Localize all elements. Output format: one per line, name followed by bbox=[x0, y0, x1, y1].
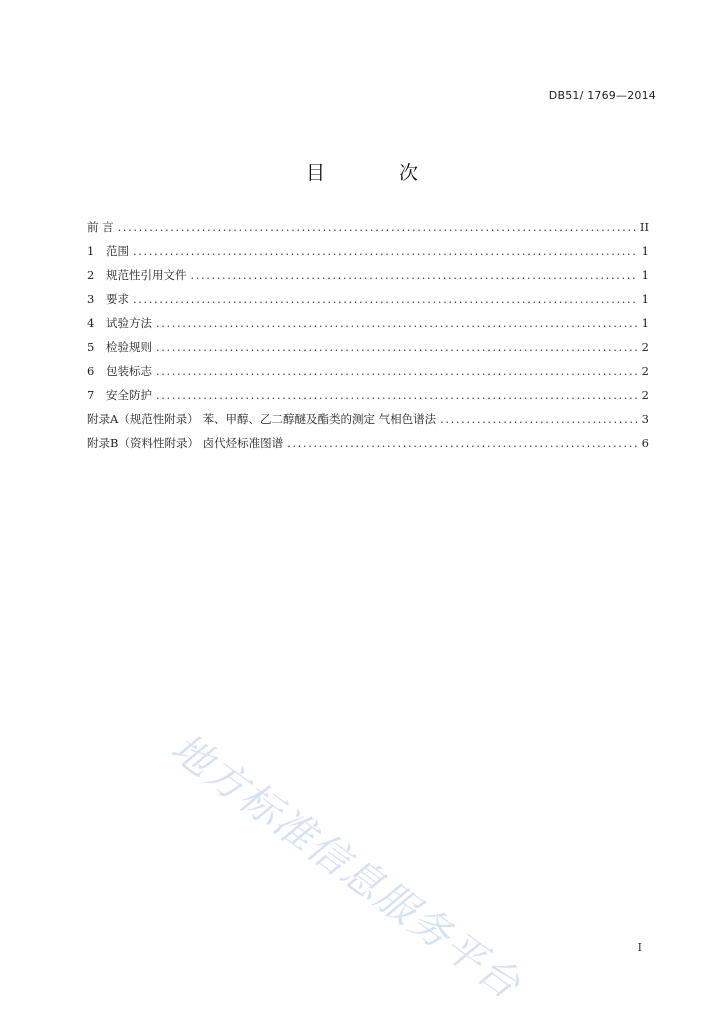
toc-entry-number: 5 bbox=[87, 340, 95, 354]
toc-title: 目 次 bbox=[305, 162, 453, 184]
toc-entry-label: 要求 bbox=[106, 292, 129, 306]
toc-entry-label: 试验方法 bbox=[106, 316, 152, 330]
toc-entry-label: 范围 bbox=[106, 244, 129, 258]
toc-entry-label: 规范性引用文件 bbox=[106, 268, 187, 282]
toc-entry-page: II bbox=[639, 220, 649, 234]
toc-entry-requirements[interactable] bbox=[87, 290, 649, 314]
toc-entry-appendix-b[interactable] bbox=[87, 434, 649, 458]
toc-entry-label: 附录A（规范性附录） 苯、甲醇、乙二醇醚及酯类的测定 气相色谱法 bbox=[87, 412, 437, 426]
toc-entry-number: 2 bbox=[87, 268, 95, 282]
toc-entry-page: 2 bbox=[641, 388, 649, 402]
toc-entry-number: 3 bbox=[87, 292, 95, 306]
toc-entry-page: 3 bbox=[641, 412, 649, 426]
toc-entry-label: 安全防护 bbox=[106, 388, 152, 402]
toc-entry-label: 附录B（资料性附录） 卤代烃标准图谱 bbox=[87, 436, 284, 450]
toc-entry-normative-references[interactable] bbox=[87, 266, 649, 290]
toc-entry-label: 检验规则 bbox=[106, 340, 152, 354]
toc-entry-test-methods[interactable] bbox=[87, 314, 649, 338]
toc-entry-appendix-a[interactable] bbox=[87, 410, 649, 434]
toc-leader-dots bbox=[156, 314, 637, 332]
toc-leader-dots bbox=[133, 290, 637, 308]
toc-entry-page: 1 bbox=[641, 268, 649, 282]
toc-leader-dots bbox=[156, 386, 637, 404]
toc-leader-dots bbox=[440, 410, 637, 428]
toc-entry-page: 2 bbox=[641, 340, 649, 354]
toc-entry-label: 前 言 bbox=[87, 220, 114, 234]
toc-entry-safety-protection[interactable] bbox=[87, 386, 649, 410]
toc-entry-page: 1 bbox=[641, 292, 649, 306]
toc-entry-page: 1 bbox=[641, 244, 649, 258]
toc-entry-packaging-marking[interactable] bbox=[87, 362, 649, 386]
watermark: 地方标准信息服务平台 bbox=[162, 724, 530, 1009]
toc-leader-dots bbox=[191, 266, 638, 284]
toc-entry-number: 6 bbox=[87, 364, 95, 378]
toc-entry-inspection-rules[interactable] bbox=[87, 338, 649, 362]
toc-entry-foreword[interactable] bbox=[87, 218, 649, 242]
toc-leader-dots bbox=[156, 362, 637, 380]
page-number: I bbox=[637, 941, 642, 954]
toc-leader-dots bbox=[133, 242, 637, 260]
document-id: DB51/ 1769—2014 bbox=[548, 89, 656, 102]
toc-entry-number: 1 bbox=[87, 244, 95, 258]
toc-entry-scope[interactable] bbox=[87, 242, 649, 266]
toc-leader-dots bbox=[287, 434, 637, 452]
toc-leader-dots bbox=[156, 338, 637, 356]
toc-entry-number: 7 bbox=[87, 388, 95, 402]
toc-leader-dots bbox=[118, 218, 636, 236]
toc-entry-page: 1 bbox=[641, 316, 649, 330]
toc-entry-page: 2 bbox=[641, 364, 649, 378]
toc-entry-number: 4 bbox=[87, 316, 95, 330]
toc-entry-page: 6 bbox=[641, 436, 649, 450]
toc-entry-label: 包装标志 bbox=[106, 364, 152, 378]
table-of-contents bbox=[87, 218, 649, 458]
